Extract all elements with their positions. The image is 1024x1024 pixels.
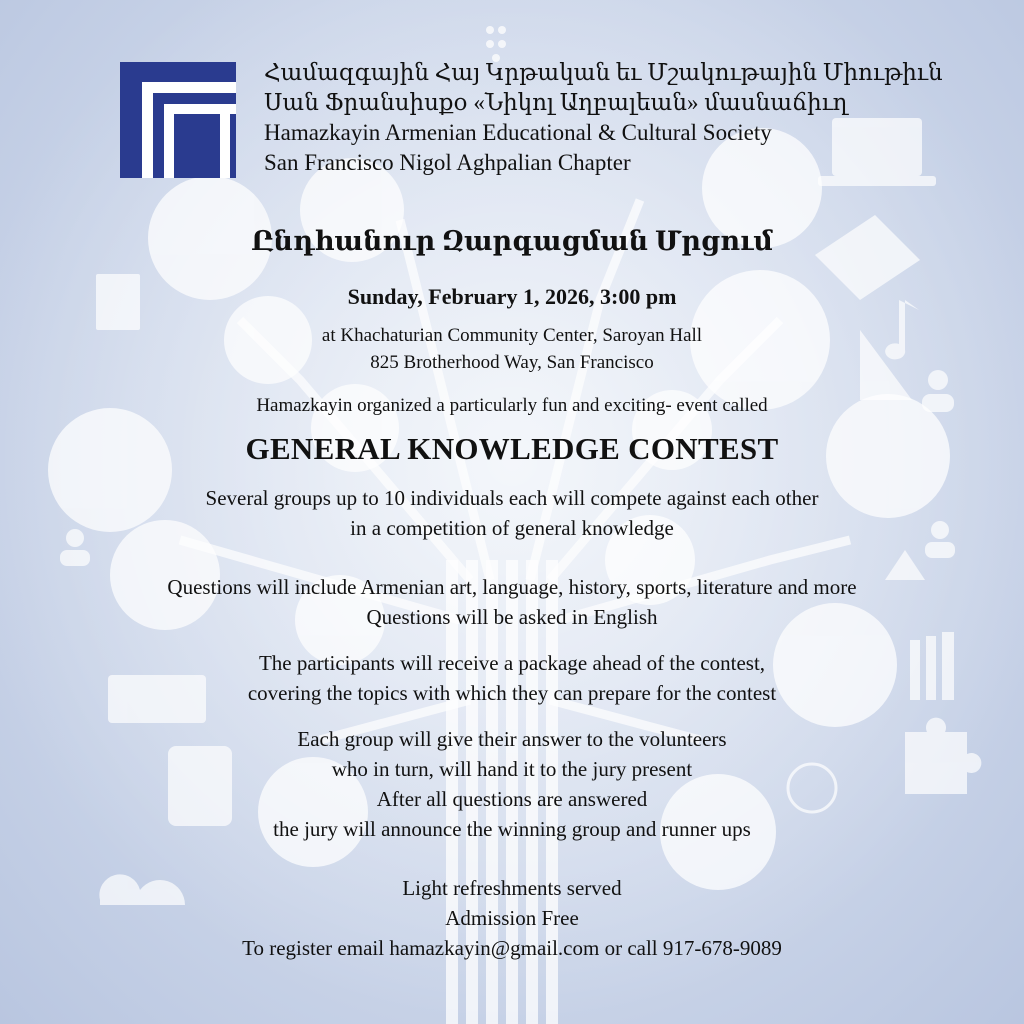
- paragraph-line: After all questions are answered: [376, 787, 648, 811]
- paragraph-registration: [0, 873, 1024, 963]
- paragraph-groups: [0, 483, 1024, 543]
- venue-address: 825 Brotherhood Way, San Francisco: [370, 352, 654, 373]
- venue-line: at Khachaturian Community Center, Saroyan Hall: [321, 325, 703, 346]
- admission-line: Admission Free: [445, 906, 579, 930]
- paragraph-line: in a competition of general knowledge: [350, 516, 674, 540]
- organization-name: [264, 58, 943, 178]
- paragraph-answers: [0, 724, 1024, 844]
- paragraph-questions: [0, 572, 1024, 632]
- org-name-armenian-1: Համազգային Հայ Կրթական եւ Մշակութային Միութիւն: [264, 60, 943, 85]
- armenian-event-title: Ընդհանուր Զարգացման Մրցում: [251, 226, 773, 256]
- event-date: Sunday, February 1, 2026, 3:00 pm: [347, 284, 677, 309]
- paragraph-line: who in turn, will hand it to the jury present: [331, 757, 693, 781]
- registration-contact: To register email hamazkayin@gmail.com or call 917-678-9089: [242, 936, 782, 960]
- paragraph-line: the jury will announce the winning group and runner ups: [273, 817, 751, 841]
- event-intro: Hamazkayin organized a particularly fun and exciting- event called: [256, 395, 768, 416]
- paragraph-line: Each group will give their answer to the volunteers: [297, 727, 727, 751]
- paragraph-line: The participants will receive a package ahead of the contest,: [258, 651, 766, 675]
- org-name-armenian-2: Սան Ֆրանսիսքօ «Նիկոլ Աղբալեան» մասնաճիւղ: [264, 90, 848, 115]
- paragraph-package: [0, 648, 1024, 708]
- event-venue: [0, 322, 1024, 376]
- refreshments-line: Light refreshments served: [402, 876, 622, 900]
- paragraph-line: covering the topics with which they can prepare for the contest: [247, 681, 777, 705]
- organization-header: [120, 62, 943, 178]
- org-name-english-2: San Francisco Nigol Aghpalian Chapter: [264, 150, 631, 175]
- paragraph-line: Questions will be asked in English: [366, 605, 658, 629]
- paragraph-line: Several groups up to 10 individuals each will compete against each other: [205, 486, 819, 510]
- paragraph-line: Questions will include Armenian art, language, history, sports, literature and more: [167, 575, 857, 599]
- hamazkayin-logo: [120, 62, 236, 178]
- contest-title: GENERAL KNOWLEDGE CONTEST: [245, 431, 779, 466]
- org-name-english-1: Hamazkayin Armenian Educational & Cultural Society: [264, 120, 772, 145]
